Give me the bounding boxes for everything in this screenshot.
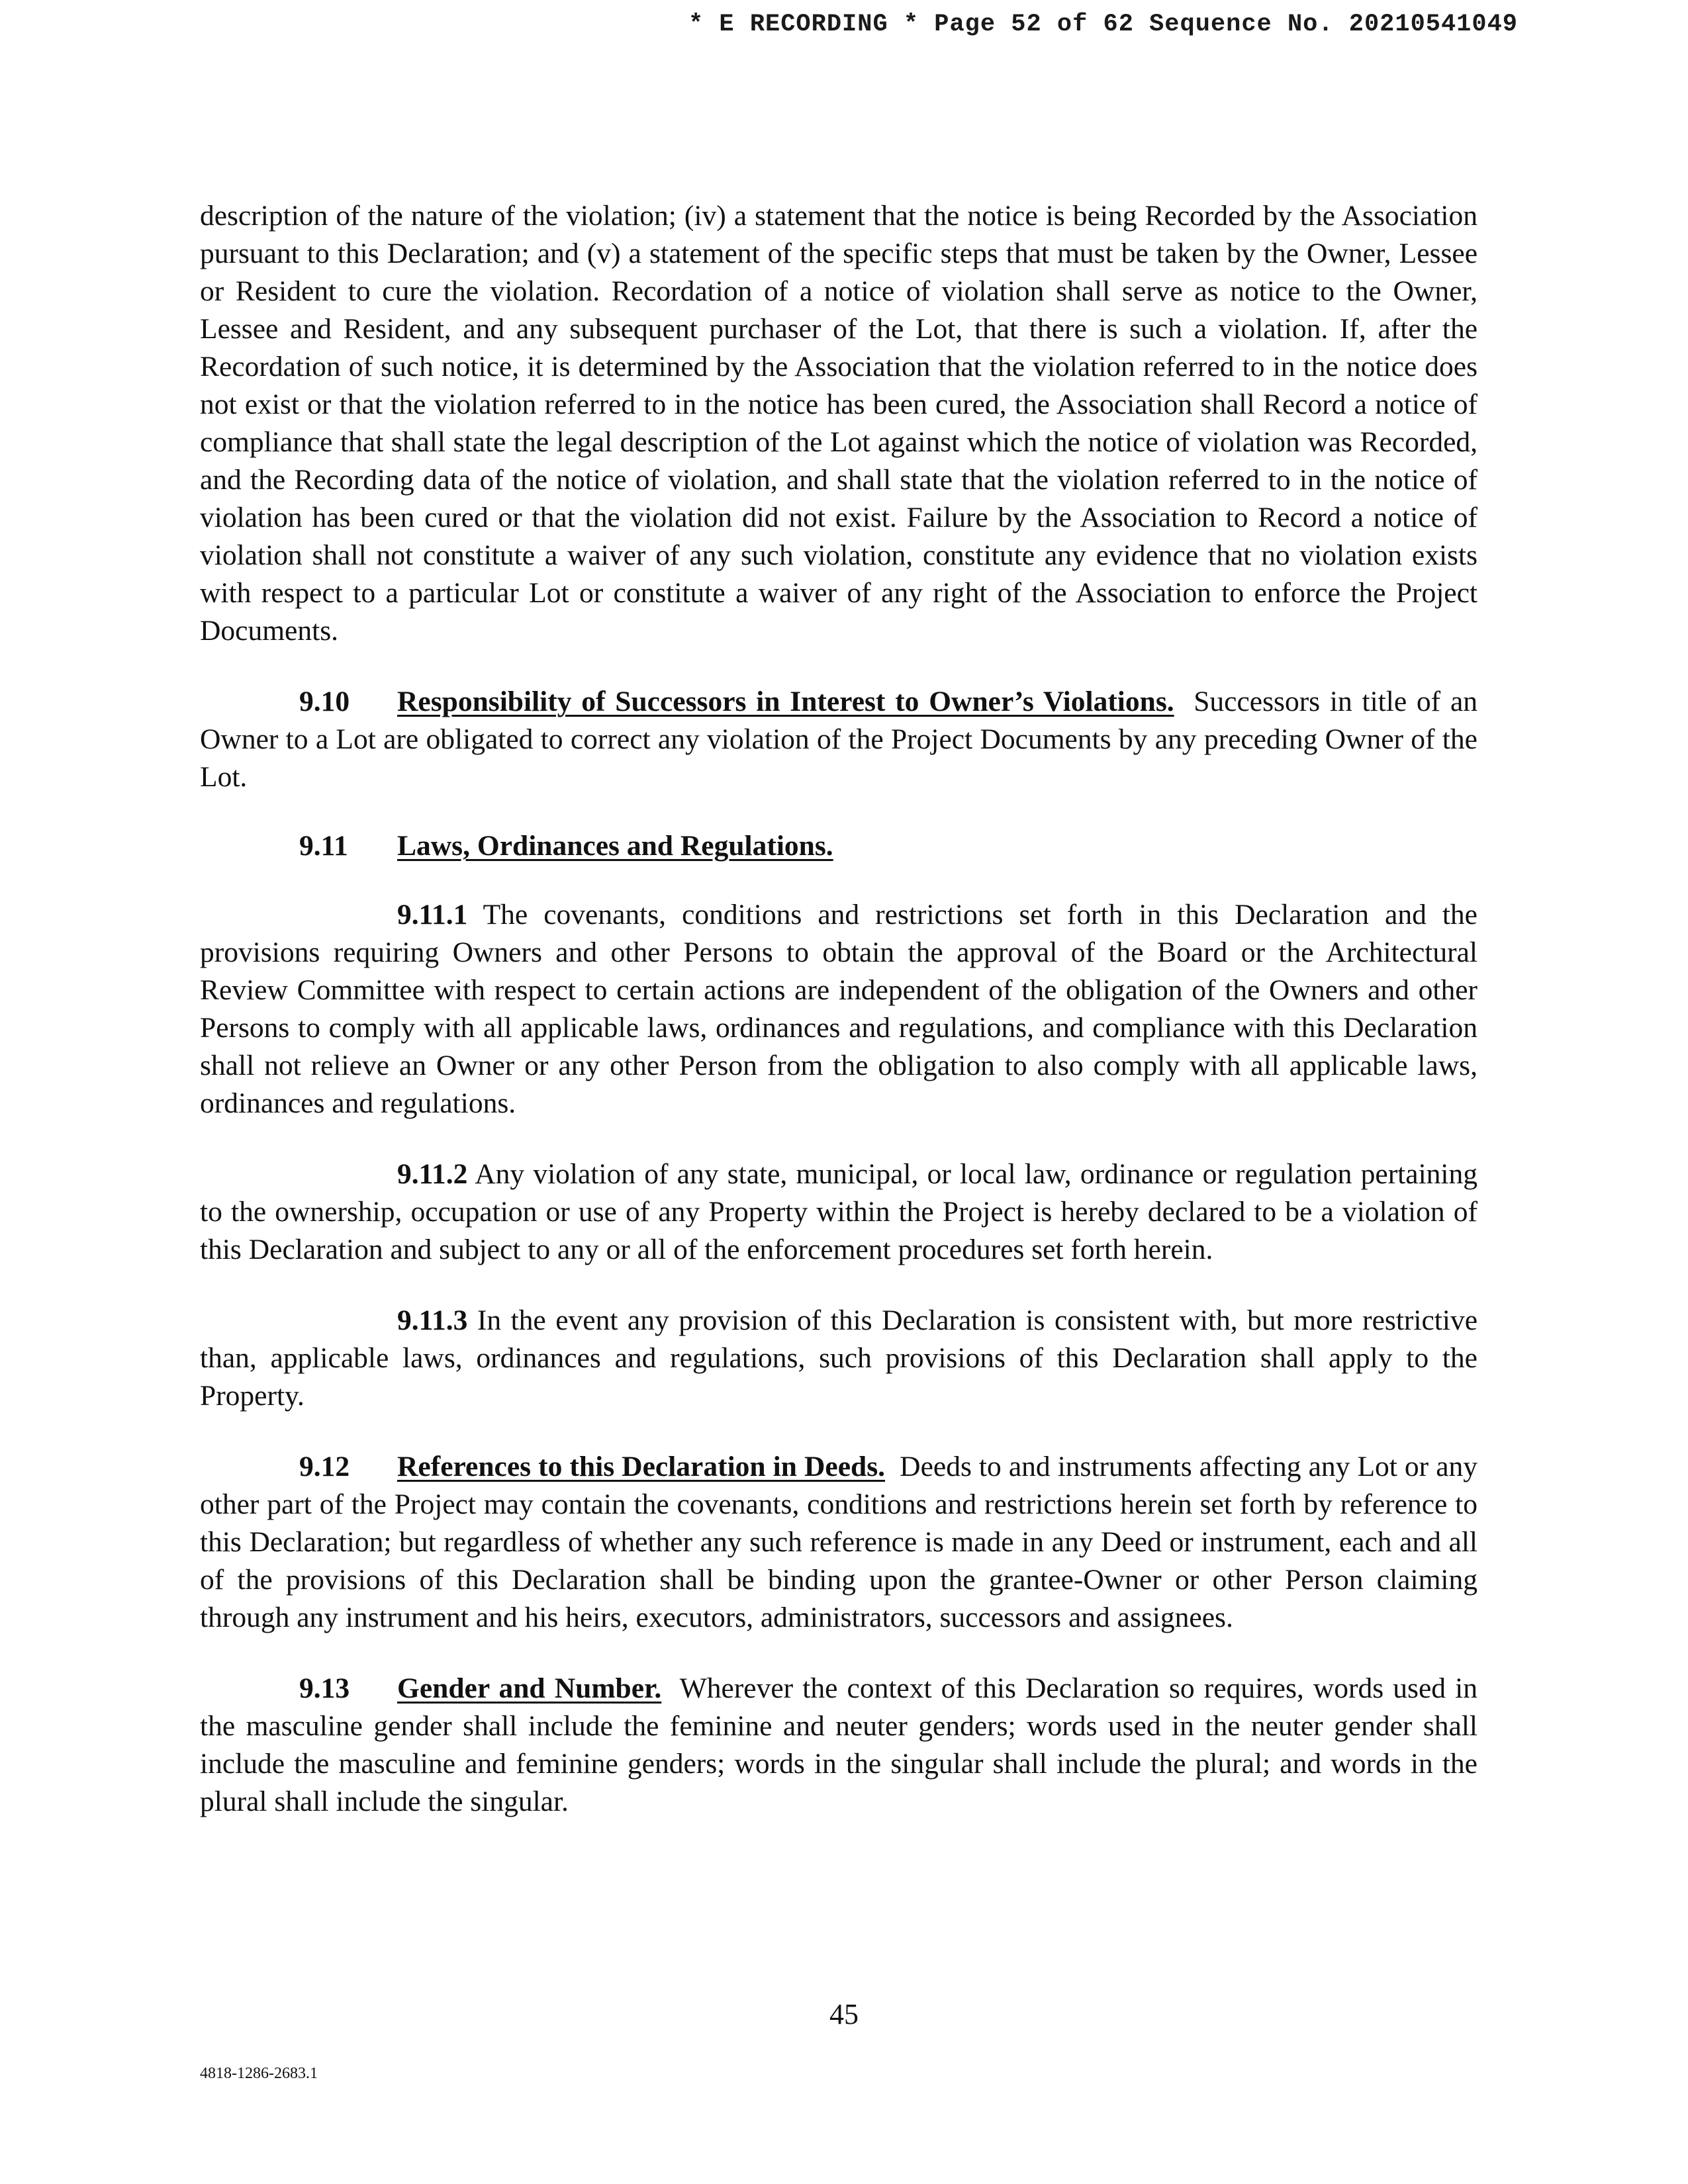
section-9-11-1	[200, 896, 1477, 1122]
section-9-11-3-text: In the event any provision of this Declaration is consistent with, but more restrictive than, applicable laws, ordinances and regulations, such provisions of this Declaration shall apply to the Property.	[200, 1304, 1478, 1412]
document-body	[200, 197, 1477, 1821]
section-9-11-1-text: The covenants, conditions and restrictions set forth in this Declaration and the provisions requiring Owners and other Persons to obtain the approval of the Board or the Architectural Review Committee with respect to certain actions are independent of the obligation of the Owners and other Persons to comply with all applicable laws, ordinances and regulations, and compliance with this Declaration shall not relieve an Owner or any other Person from the obligation to also comply with all applicable laws, ordinances and regulations.	[200, 899, 1477, 1119]
recording-header: * E RECORDING * Page 52 of 62 Sequence No. 20210541049	[688, 11, 1518, 38]
section-9-12	[200, 1448, 1477, 1637]
section-9-13-text: Wherever the context of this Declaration so requires, words used in the masculine gender shall include the feminine and neuter genders; words used in the neuter gender shall include the masculine and feminine genders; words in the singular shall include the plural; and words in the plural shall include the singular.	[200, 1672, 1477, 1817]
section-9-11-2-text: Any violation of any state, municipal, or local law, ordinance or regulation pertaining to the ownership, occupation or use of any Property within the Project is hereby declared to be a violation of this Declaration and subject to any or all of the enforcement procedures set forth herein.	[200, 1158, 1477, 1265]
intro-paragraph: description of the nature of the violation; (iv) a statement that the notice is being Recorded by the Association pursuant to this Declaration; and (v) a statement of the specific steps that must be taken by the Owner, Lessee or Resident to cure the violation. Recordation of a notice of violation shall serve as notice to the Owner, Lessee and Resident, and any subsequent purchaser of the Lot, that there is such a violation. If, after the Recordation of such notice, it is determined by the Association that the violation referred to in the notice does not exist or that the violation referred to in the notice has been cured, the Association shall Record a notice of compliance that shall state the legal description of the Lot against which the notice of violation was Recorded, and the Recording data of the notice of violation, and shall state that the violation referred to in the notice of violation has been cured or that the violation did not exist. Failure by the Association to Record a notice of violation shall not constitute a waiver of any such violation, constitute any evidence that no violation exists with respect to a particular Lot or constitute a waiver of any right of the Association to enforce the Project Documents.	[200, 200, 1477, 647]
section-9-11-number: 9.11	[299, 830, 348, 862]
section-9-12-title: References to this Declaration in Deeds.	[397, 1451, 886, 1482]
section-9-11-2-number: 9.11.2	[397, 1158, 468, 1190]
section-9-11-title: Laws, Ordinances and Regulations.	[397, 830, 833, 862]
section-9-12-text: Deeds to and instruments affecting any Lot or any other part of the Project may contain the covenants, conditions and restrictions herein set forth by reference to this Declaration; but regardless of whether any such reference is made in any Deed or instrument, each and all of the provisions of this Declaration shall be binding upon the grantee-Owner or other Person claiming through any instrument and his heirs, executors, administrators, successors and assignees.	[200, 1451, 1478, 1633]
section-9-11-2	[200, 1156, 1477, 1269]
section-9-11	[200, 827, 1477, 865]
section-9-13-title: Gender and Number.	[397, 1672, 662, 1704]
section-9-13-number: 9.13	[299, 1672, 350, 1704]
section-9-10-title: Responsibility of Successors in Interest to Owner’s Violations.	[397, 686, 1174, 717]
section-9-10-number: 9.10	[299, 686, 350, 717]
section-9-10-text: Successors in title of an Owner to a Lot are obligated to correct any violation of the Project Documents by any preceding Owner of the Lot.	[200, 686, 1477, 793]
document-id: 4818-1286-2683.1	[200, 2065, 318, 2082]
section-9-10	[200, 683, 1477, 796]
section-9-11-3	[200, 1302, 1477, 1415]
section-9-12-number: 9.12	[299, 1451, 350, 1482]
section-9-11-1-number: 9.11.1	[397, 899, 468, 931]
section-9-13	[200, 1670, 1477, 1821]
section-9-11-3-number: 9.11.3	[397, 1304, 468, 1336]
page-number: 45	[829, 1998, 859, 2030]
